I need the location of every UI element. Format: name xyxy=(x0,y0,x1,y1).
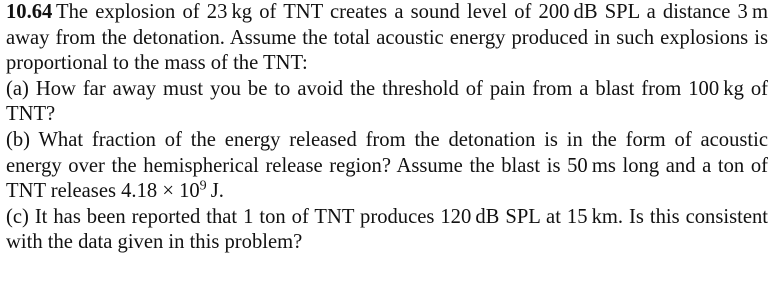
problem-text xyxy=(6,0,768,256)
problem-number: 10.64 xyxy=(6,1,53,23)
part-b-unit: J. xyxy=(206,180,224,203)
part-c: (c) It has been reported that 1 ton of TNT produces 120 dB SPL at 15 km. Is this consistent with the data given in this problem? xyxy=(6,205,768,254)
part-a: (a) How far away must you be to avoid the threshold of pain from a blast from 100 kg of TNT? xyxy=(6,77,768,126)
problem-intro xyxy=(6,0,768,77)
problem-intro-text: The explosion of 23 kg of TNT creates a sound level of 200 dB SPL a distance 3 m away from the detonation. Assume the total acoustic energy produced in such explosions is proportional to the mass of the TNT: xyxy=(6,1,768,75)
part-b-text: (b) What fraction of the energy released from the detonation is in the form of acoustic energy over the hemispherical release region? Assume the blast is 50 ms long and a ton of TNT releases 4.18 × 10 xyxy=(6,128,768,203)
part-b-exponent: 9 xyxy=(199,178,207,194)
part-b xyxy=(6,128,768,205)
